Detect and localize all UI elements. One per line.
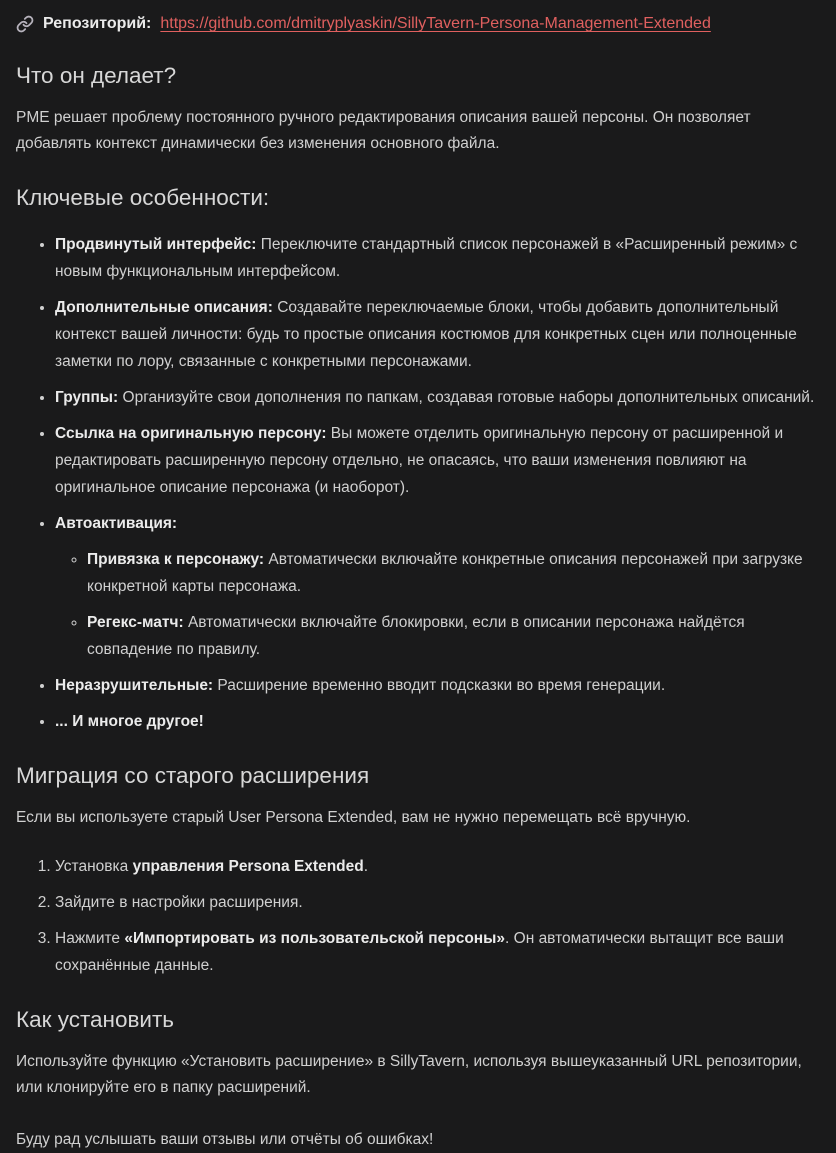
- feature-text: Переключите стандартный список персонажей в «Расширенный режим» с новым функциональным интерфейсом.: [55, 236, 798, 280]
- step-text: .: [363, 858, 369, 875]
- step-text: Установка: [55, 858, 133, 875]
- migration-step: [55, 889, 820, 916]
- feature-item: [55, 231, 820, 285]
- feature-list: [16, 231, 820, 735]
- migration-step: [55, 925, 820, 979]
- step-bold: управления Persona Extended: [132, 858, 364, 875]
- feature-item: [55, 420, 820, 501]
- paragraph-install: Используйте функцию «Установить расширение» в SillyTavern, используя вышеуказанный URL репозитории, или клонируйте его в папку расширений.: [16, 1053, 802, 1096]
- feature-text: Создавайте переключаемые блоки, чтобы добавить дополнительный контекст вашей личности: будь то простые описания костюмов для конкретных сцен или полноценные заметки по лору, связанные с конкретными персонажами.: [55, 299, 797, 370]
- feature-label: Автоактивация:: [55, 515, 178, 532]
- feature-label: Дополнительные описания:: [55, 299, 273, 316]
- feature-item: [55, 672, 820, 699]
- step-text: . Он автоматически вытащит все ваши сохранённые данные.: [55, 930, 784, 974]
- feature-text: Расширение временно вводит подсказки во время генерации.: [217, 677, 666, 694]
- feature-item: [55, 708, 820, 735]
- feature-item-auto-activation: [55, 510, 820, 663]
- feature-label: Неразрушительные:: [55, 677, 214, 694]
- link-icon: [16, 15, 34, 33]
- migration-step: [55, 853, 820, 880]
- feature-item: [55, 384, 820, 411]
- feature-label: Ссылка на оригинальную персону:: [55, 425, 327, 442]
- paragraph-feedback: Буду рад услышать ваши отзывы или отчёты об ошибках!: [16, 1131, 434, 1148]
- section-title-install: Как установить: [16, 1007, 175, 1032]
- paragraph-what-it-does: PME решает проблему постоянного ручного редактирования описания вашей персоны. Он позволяет добавлять контекст динамически без изменения основного файла.: [16, 109, 751, 152]
- feature-text: Вы можете отделить оригинальную персону от расширенной и редактировать расширенную персону отдельно, не опасаясь, что ваши изменения повлияют на оригинальное описание персонажа (и наоборот).: [55, 425, 784, 496]
- subfeature-label: Регекс-матч:: [87, 614, 184, 631]
- section-title-migration: Миграция со старого расширения: [16, 763, 370, 788]
- step-text: Зайдите в настройки расширения.: [55, 894, 303, 911]
- section-title-what-it-does: Что он делает?: [16, 63, 177, 88]
- feature-label: ... И многое другое!: [55, 713, 204, 730]
- subfeature-list: [55, 546, 820, 663]
- subfeature-text: Автоматически включайте блокировки, если в описании персонажа найдётся совпадение по правилу.: [87, 614, 745, 658]
- step-text: Нажмите: [55, 930, 125, 947]
- feature-label: Продвинутый интерфейс:: [55, 236, 257, 253]
- feature-label: Группы:: [55, 389, 119, 406]
- feature-item: [55, 294, 820, 375]
- subfeature-item: [87, 609, 820, 663]
- step-bold: «Импортировать из пользовательской персоны»: [124, 930, 506, 947]
- paragraph-migration-intro: Если вы используете старый User Persona Extended, вам не нужно перемещать всё вручную.: [16, 809, 691, 826]
- repo-link[interactable]: https://github.com/dmitryplyaskin/SillyTavern-Persona-Management-Extended: [160, 15, 711, 32]
- repo-line: [16, 13, 820, 35]
- migration-steps: [16, 853, 820, 979]
- subfeature-text: Автоматически включайте конкретные описания персонажей при загрузке конкретной карты персонажа.: [87, 551, 803, 595]
- section-title-key-features: Ключевые особенности:: [16, 185, 270, 210]
- feature-text: Организуйте свои дополнения по папкам, создавая готовые наборы дополнительных описаний.: [122, 389, 815, 406]
- subfeature-label: Привязка к персонажу:: [87, 551, 265, 568]
- repo-label: Репозиторий:: [43, 15, 152, 32]
- subfeature-item: [87, 546, 820, 600]
